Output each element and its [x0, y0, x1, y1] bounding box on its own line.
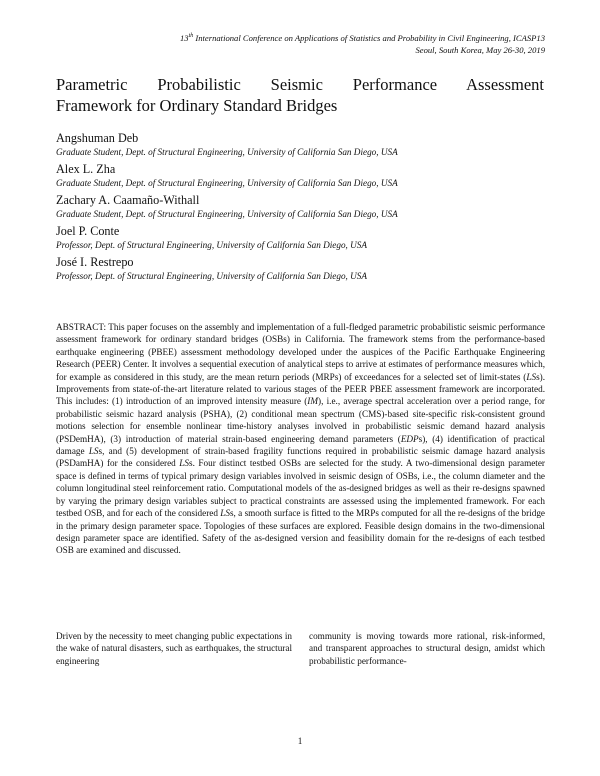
abstract-text: s). Improvements from state-of-the-art literature related to various stages of the PEER PBEE assessment framework are incorporated. This includes: (1) introduction of an improved intensity measure (	[56, 371, 545, 407]
title-line-2: Framework for Ordinary Standard Bridges	[56, 96, 338, 115]
author-affiliation: Graduate Student, Dept. of Structural Engineering, University of California San Diego, USA	[56, 178, 398, 188]
header-line-2: Seoul, South Korea, May 26-30, 2019	[415, 44, 545, 55]
abstract-text: ), i.e., average spectral acceleration over a period range, for probabilistic seismic hazard analysis (PSHA), (2) conditional mean spectrum (CMS)-based site-specific risk-consistent ground motions selection for ensemble nonlinear time-history analyses involved in probabilistic seismic demand hazard analysis (PSDemHA), (3) introduction of material strain-based engineering demand parameters (	[56, 396, 545, 444]
author-name: Angshuman Deb	[56, 131, 139, 145]
header-ordinal-suffix: th	[188, 33, 194, 39]
abstract-italic-term: LS	[526, 371, 537, 382]
body-column-left	[56, 630, 292, 667]
title-line-1: Parametric Probabilistic Seismic Performance Assessment	[56, 75, 544, 94]
abstract-italic-term: IM	[307, 396, 319, 407]
author-entry	[56, 193, 556, 220]
abstract	[56, 321, 545, 557]
body-paragraph: community is moving towards more rational, risk-informed, and transparent approaches to structural design, amidst which probabilistic performance-	[309, 631, 545, 666]
author-entry	[56, 255, 556, 282]
author-name: José I. Restrepo	[56, 255, 134, 269]
author-entry	[56, 162, 556, 189]
author-name: Joel P. Conte	[56, 224, 120, 238]
page-number: 1	[297, 736, 303, 746]
author-affiliation: Professor, Dept. of Structural Engineering, University of California San Diego, USA	[56, 271, 367, 281]
abstract-text: s, a smooth surface is fitted to the MRPs computed for all the re-designs of the bridge in the primary design parameter space. Topologies of these surfaces are explored. Feasible design domains in the two-dimensional design parameter space are identified. Safety of the as-designed version and feasibility domain for the re-designs of each testbed OSB are examined and discussed.	[56, 508, 545, 556]
body-text	[56, 630, 545, 667]
abstract-text: s. Four distinct testbed OSBs are selected for the study. A two-dimensional design parameter space is defined in terms of typical primary design variables involved in seismic design of OSBs, i.e., the column diameter and the column longitudinal steel reinforcement ratio. Computational models of the as-designed bridges as well as their re-designs spawned by varying the primary design variables subject to practical constraints are assessed using the implemented framework. For each testbed OSB, and for each of the considered	[56, 458, 545, 519]
author-affiliation: Graduate Student, Dept. of Structural Engineering, University of California San Diego, USA	[56, 147, 398, 157]
body-paragraph: Driven by the necessity to meet changing public expectations in the wake of natural disasters, such as earthquakes, the structural engineering	[56, 631, 292, 666]
header-conference-name: International Conference on Applications of Statistics and Probability in Civil Engineering, ICASP13	[193, 32, 545, 43]
author-affiliation: Graduate Student, Dept. of Structural Engineering, University of California San Diego, USA	[56, 209, 398, 219]
author-entry	[56, 131, 556, 158]
abstract-italic-term: EDP	[400, 433, 419, 444]
author-name: Zachary A. Caamaño-Withall	[56, 193, 200, 207]
abstract-text: ABSTRACT: This paper focuses on the assembly and implementation of a full-fledged parametric probabilistic seismic performance assessment framework for ordinary standard bridges (OSBs) in California. The framework stems from the performance-based earthquake engineering (PBEE) assessment methodology developed under the auspices of the Pacific Earthquake Engineering Research (PEER) Center. It involves a sequential execution of analytical steps to arrive at estimates of performance measures which, for example as considered in this study, are the mean return periods (MRPs) of exceedances for a selected set of limit-states (	[56, 322, 545, 382]
abstract-italic-term: LS	[179, 458, 190, 469]
abstract-italic-term: LS	[220, 508, 230, 519]
abstract-text: s, and (5) development of strain-based fragility functions required in probabilistic seismic damage hazard analysis (PSDamHA) for the considered	[56, 446, 545, 469]
author-affiliation: Professor, Dept. of Structural Engineering, University of California San Diego, USA	[56, 240, 367, 250]
author-name: Alex L. Zha	[56, 162, 116, 176]
conference-header	[180, 30, 545, 56]
author-entry	[56, 224, 556, 251]
author-list	[56, 131, 556, 286]
body-column-right	[309, 630, 545, 667]
abstract-text: s), (4) identification of practical damage	[56, 433, 546, 457]
header-ordinal-number: 13	[179, 32, 189, 43]
abstract-italic-term: LS	[88, 446, 99, 457]
paper-title	[56, 74, 544, 116]
header-line-1	[180, 30, 545, 44]
abstract-paragraph	[56, 321, 545, 557]
